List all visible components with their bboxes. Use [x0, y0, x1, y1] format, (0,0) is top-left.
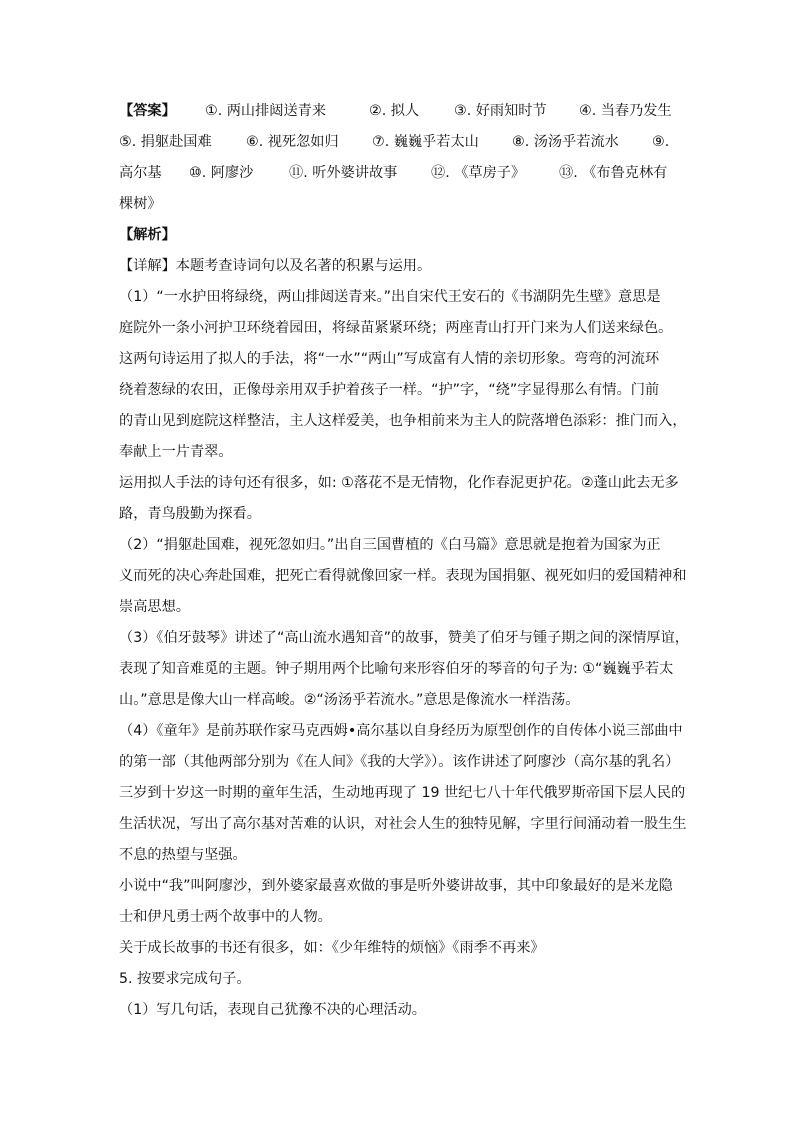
text-line: 义而死的决心奔赴国难，把死亡看得就像回家一样。表现为国捐躯、视死如归的爱国精神和 [119, 568, 687, 584]
text-line: 山。”意思是像大山一样高峻。②“汤汤乎若流水。”意思是像流水一样浩荡。 [119, 692, 580, 708]
answer-item: ⑨. [652, 134, 670, 150]
answer-item: ⑩. 阿廖沙 [189, 165, 254, 181]
answer-item: ⑪. 听外婆讲故事 [289, 165, 398, 181]
answer-item: ③. 好雨知时节 [454, 103, 547, 119]
document-page [119, 96, 689, 1026]
text-line: 庭院外一条小河护卫环绕着园田，将绿苗紧紧环绕；两座青山打开门来为人们送来绿色。 [119, 320, 673, 336]
text-line: 生活状况，写出了高尔基对苦难的认识，对社会人生的独特见解，字里行间涌动着一股生生 [119, 816, 687, 832]
question-subitem: （1）写几句话，表现自己犹豫不决的心理活动。 [119, 1002, 426, 1018]
text-line: 奉献上一片青翠。 [119, 444, 233, 460]
text-line: 三岁到十岁这一时期的童年生活，生动地再现了 19 世纪七八十年代俄罗斯帝国下层人民的 [119, 785, 686, 801]
text-line: 不息的热望与坚强。 [119, 847, 247, 863]
answer-row-2 [119, 127, 679, 158]
text-line: 表现了知音难觅的主题。钟子期用两个比喻句来形容伯牙的琴音的句子为: ①“巍巍乎若太 [119, 661, 674, 677]
answer-row-4: 棵树》 [119, 196, 162, 212]
text-line: （1）“一水护田将绿绕，两山排闼送青来。”出自宋代王安石的《书湖阴先生壁》意思是 [119, 289, 661, 305]
answer-label: 【答案】 [119, 103, 176, 119]
text-line: 崇高思想。 [119, 599, 190, 615]
analysis-label: 【解析】 [119, 227, 176, 243]
answer-item: ②. 拟人 [369, 103, 420, 119]
text-line: 士和伊凡勇士两个故事中的人物。 [119, 909, 332, 925]
text-line: 的第一部（其他两部分别为《在人间》《我的大学》）。该作讲述了阿廖沙（高尔基的乳名） [119, 754, 680, 770]
answer-row-1 [119, 96, 679, 127]
answer-item: ⑫. 《草房子》 [431, 165, 526, 181]
text-line: （4）《童年》是前苏联作家马克西姆•高尔基以自身经历为原型创作的自传体小说三部曲中 [119, 723, 683, 739]
text-line: （2）“捐躯赴国难，视死忽如归。”出自三国曹植的《白马篇》意思就是抱着为国家为正 [119, 537, 661, 553]
text-line: 这两句诗运用了拟人的手法，将“一水”“两山”写成富有人情的亲切形象。弯弯的河流环 [119, 351, 660, 367]
question-heading: 5. 按要求完成句子。 [119, 971, 251, 987]
text-line: 路，青鸟殷勤为探看。 [119, 506, 261, 522]
text-line: 的青山见到庭院这样整洁，主人这样爱美，也争相前来为主人的院落增色添彩：推门而入， [119, 413, 687, 429]
answer-item: ⑤. 捐躯赴国难 [119, 134, 212, 150]
answer-item: ④. 当春乃发生 [579, 103, 672, 119]
answer-item: ①. 两山排闼送青来 [205, 103, 327, 119]
answer-item: ⑦. 巍巍乎若太山 [372, 134, 479, 150]
text-line: 运用拟人手法的诗句还有很多，如: ①落花不是无情物，化作春泥更护花。②蓬山此去无多 [119, 475, 679, 491]
answer-item: ⑧. 汤汤乎若流水 [512, 134, 619, 150]
answer-item: ⑬. 《布鲁克林有 [559, 165, 668, 181]
answer-item: 高尔基 [119, 165, 162, 181]
answer-item: ⑥. 视死忽如归 [246, 134, 339, 150]
text-line: 关于成长故事的书还有很多，如：《少年维特的烦恼》《雨季不再来》 [119, 940, 545, 956]
text-line: （3）《伯牙鼓琴》讲述了“高山流水遇知音”的故事，赞美了伯牙与锺子期之间的深情厚谊， [119, 630, 689, 646]
text-line: 【详解】本题考查诗词句以及名著的积累与运用。 [119, 258, 432, 274]
answer-row-3 [119, 158, 679, 189]
text-line: 绕着葱绿的农田，正像母亲用双手护着孩子一样。“护”字，“绕”字显得那么有情。门前 [119, 382, 660, 398]
text-line: 小说中“我”叫阿廖沙，到外婆家最喜欢做的事是听外婆讲故事，其中印象最好的是米龙隐 [119, 878, 673, 894]
